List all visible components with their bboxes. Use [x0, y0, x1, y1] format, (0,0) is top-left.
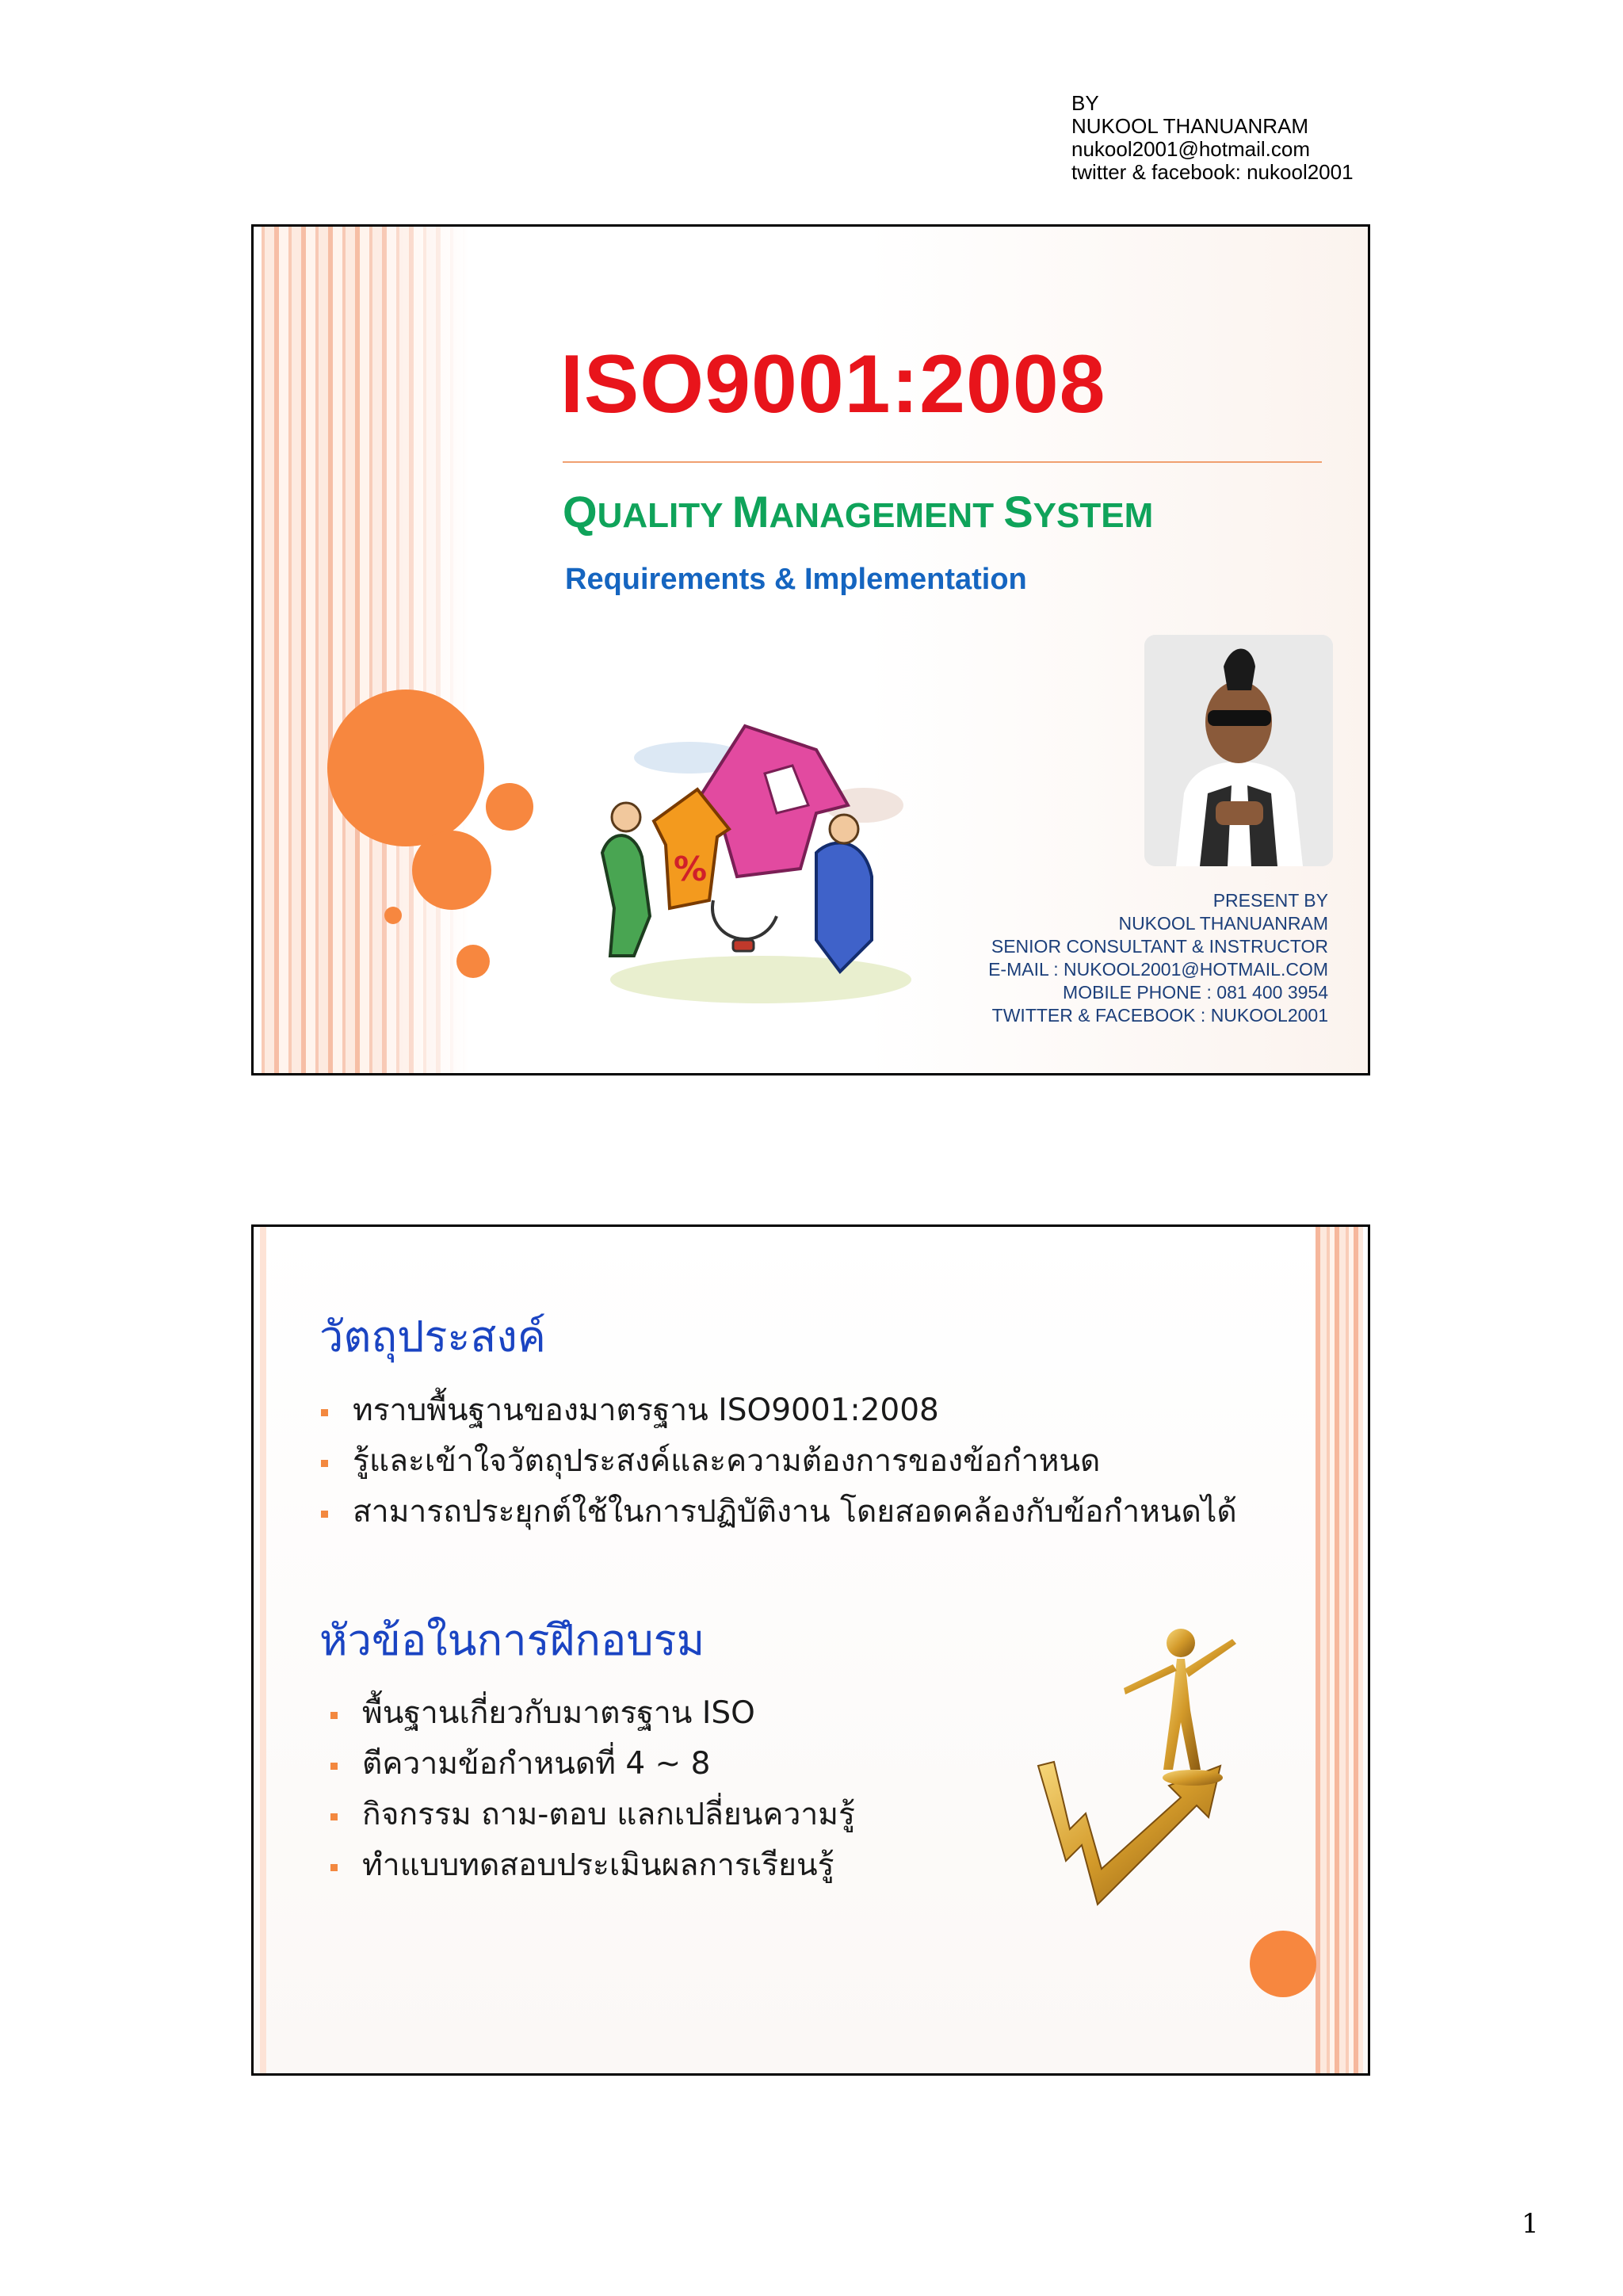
decor-circle-big2	[412, 831, 491, 910]
decor-circle	[1250, 1931, 1316, 1997]
presenter-photo	[1144, 635, 1333, 866]
list-item: สามารถประยุกต์ใช้ในการปฏิบัติงาน โดยสอดคล้องกับข้อกำหนดได้	[319, 1487, 1237, 1538]
title-divider	[563, 461, 1322, 463]
slide-subtitle	[563, 486, 1153, 537]
list-item: รู้และเข้าใจวัตถุประสงค์และความต้องการของข้อกำหนด	[319, 1436, 1237, 1487]
bullet-icon	[330, 1813, 338, 1820]
subtitle-rest: YSTEM	[1033, 496, 1154, 535]
svg-text:%: %	[674, 850, 708, 888]
decorative-left-edge	[260, 1227, 266, 2073]
subtitle-initial: M	[731, 487, 769, 537]
slide-title	[251, 224, 1370, 1075]
presenter-line: PRESENT BY	[1212, 890, 1328, 911]
presenter-line: MOBILE PHONE : 081 400 3954	[1063, 982, 1328, 1003]
header-social: twitter & facebook: nukool2001	[1071, 160, 1354, 184]
decorative-stripes	[1316, 1227, 1363, 2073]
people-arrow-illustration	[579, 718, 911, 1003]
bullet-icon	[321, 1511, 328, 1518]
presenter-line: SENIOR CONSULTANT & INSTRUCTOR	[991, 936, 1328, 957]
list-item: ทราบพื้นฐานของมาตรฐาน ISO9001:2008	[319, 1385, 1237, 1436]
topics-list	[329, 1688, 855, 1891]
decorative-stripes	[262, 227, 468, 1073]
list-item: กิจกรรม ถาม-ตอบ แลกเปลี่ยนความรู้	[329, 1790, 855, 1840]
bullet-icon	[321, 1460, 328, 1467]
objectives-heading: วัตถุประสงค์	[319, 1312, 546, 1362]
list-item: พื้นฐานเกี่ยวกับมาตรฐาน ISO	[329, 1688, 855, 1739]
subtitle-initial: S	[1003, 487, 1033, 537]
bullet-icon	[330, 1712, 338, 1719]
presenter-line: TWITTER & FACEBOOK : NUKOOL2001	[991, 1005, 1328, 1026]
author-header	[1071, 92, 1594, 184]
slide-tagline: Requirements & Implementation	[565, 563, 1027, 596]
presenter-line: NUKOOL THANUANRAM	[1118, 913, 1328, 934]
header-by: BY	[1071, 91, 1099, 115]
decor-circle-small	[384, 907, 402, 924]
topics-heading: หัวข้อในการฝึกอบรม	[319, 1615, 705, 1665]
bullet-icon	[330, 1864, 338, 1871]
subtitle-rest: UALITY	[597, 496, 732, 535]
bullet-icon	[330, 1763, 338, 1770]
list-item: ทำแบบทดสอบประเมินผลการเรียนรู้	[329, 1840, 855, 1891]
page-number: 1	[1522, 2208, 1539, 2240]
decor-circle-medium	[486, 783, 533, 831]
gold-figure-arrow-illustration	[1022, 1607, 1252, 1908]
header-name: NUKOOL THANUANRAM	[1071, 114, 1309, 138]
header-email: nukool2001@hotmail.com	[1071, 137, 1311, 161]
objectives-list	[319, 1385, 1237, 1538]
subtitle-initial: Q	[563, 487, 598, 537]
presenter-line: E-MAIL : NUKOOL2001@HOTMAIL.COM	[988, 959, 1328, 980]
slide-objectives	[251, 1224, 1370, 2076]
decor-circle-small2	[456, 945, 490, 978]
decor-circle-large	[327, 690, 484, 846]
subtitle-rest: ANAGEMENT	[769, 496, 1004, 535]
presenter-info	[988, 889, 1328, 1027]
bullet-icon	[321, 1409, 328, 1416]
slide-title-text: ISO9001:2008	[560, 338, 1106, 430]
list-item: ตีความข้อกำหนดที่ 4 ~ 8	[329, 1739, 855, 1790]
